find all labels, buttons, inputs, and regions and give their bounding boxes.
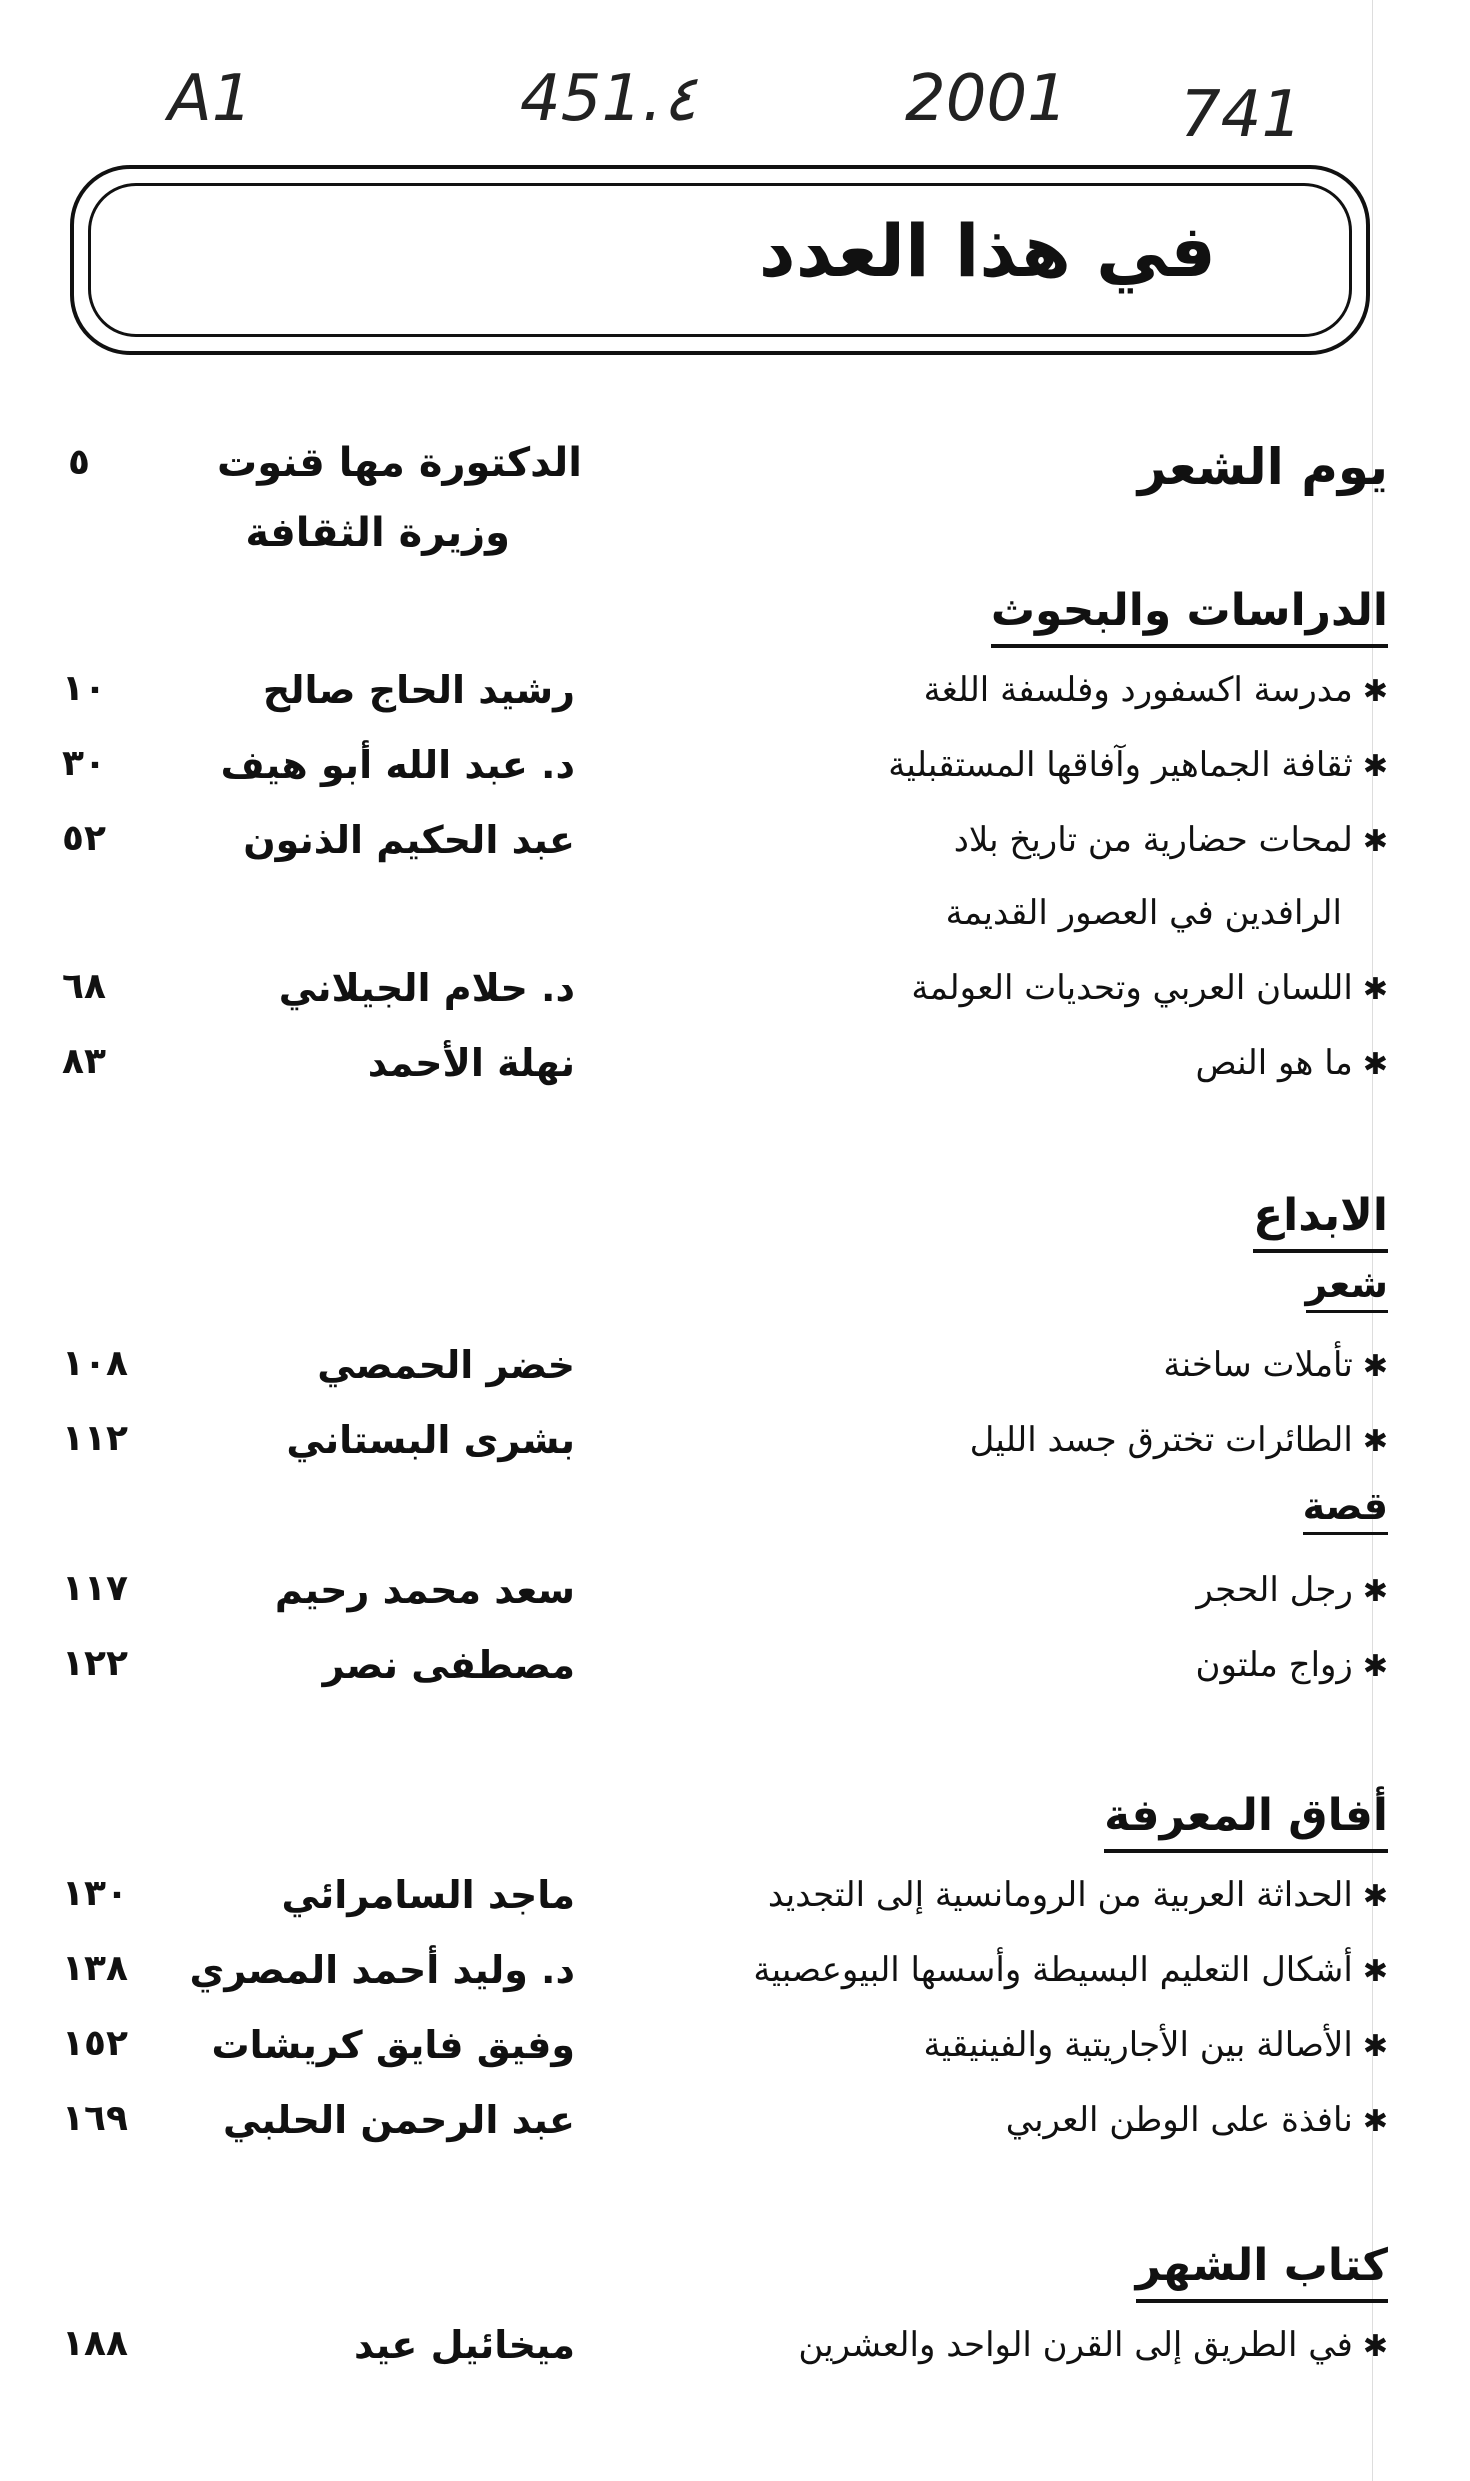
bullet-star-icon: ✱ [1362,972,1388,1007]
toc-entry-author: رشيد الحاج صالح [262,668,575,712]
toc-entry-title: ✱في الطريق إلى القرن الواحد والعشرين [798,2325,1388,2365]
toc-entry-author: نهلة الأحمد [367,1041,575,1085]
page-number: ٦٨ [62,966,106,1007]
toc-entry-title: ✱رجل الحجر [1196,1570,1388,1610]
toc-entry-author: سعد محمد رحيم [274,1568,575,1612]
bullet-star-icon: ✱ [1362,824,1388,859]
page-number: ١٦٩ [62,2098,128,2139]
toc-entry-title: ✱زواج ملتون [1195,1645,1388,1685]
intro-author-role: وزيرة الثقافة [245,510,510,556]
toc-entry-title: ✱ما هو النص [1195,1043,1388,1083]
title-banner [70,165,1370,355]
toc-entry-author: خضر الحمصي [317,1343,575,1387]
section-poetry-day: يوم الشعر [1137,438,1388,496]
toc-entry-title: ✱أشكال التعليم البسيطة وأسسها البيوعصبية [753,1950,1388,1990]
section-book-of-month: كتاب الشهر [1136,2240,1388,2303]
bullet-star-icon: ✱ [1362,2104,1388,2139]
toc-entry-title: ✱مدرسة اكسفورد وفلسفة اللغة [923,670,1388,710]
toc-entry-author: د. وليد أحمد المصري [189,1948,575,1992]
page-number: ١٢٢ [62,1643,128,1684]
toc-entry-author: بشرى البستاني [286,1418,575,1462]
bullet-star-icon: ✱ [1362,674,1388,709]
toc-entry-author: عبد الرحمن الحلبي [222,2098,575,2142]
toc-entry-author: عبد الحكيم الذنون [243,818,575,862]
toc-entry-title: ✱نافذة على الوطن العربي [1005,2100,1388,2140]
page-number: ٨٣ [62,1041,106,1082]
page-number: ١٣٨ [62,1948,128,1989]
intro-author: الدكتورة مها قنوت [217,440,582,486]
page-number: ٥٢ [62,818,106,859]
handwritten-mark-4: 741 [1180,78,1303,152]
bullet-star-icon: ✱ [1362,1574,1388,1609]
page-number: ٥ [68,442,90,483]
page-number: ١٨٨ [62,2323,128,2364]
bullet-star-icon: ✱ [1362,1649,1388,1684]
toc-entry-title: ✱تأملات ساخنة [1163,1345,1388,1385]
toc-entry-title: ✱ثقافة الجماهير وآفاقها المستقبلية [888,745,1388,785]
toc-entry-title: ✱الأصالة بين الأجاريتية والفينيقية [923,2025,1388,2065]
bullet-star-icon: ✱ [1362,1954,1388,1989]
section-creativity: الابداع [1253,1190,1388,1253]
toc-entry-title: ✱الحداثة العربية من الرومانسية إلى التجديد [767,1875,1388,1915]
handwritten-mark-2: 451.٤ [520,62,697,136]
bullet-star-icon: ✱ [1362,749,1388,784]
section-studies: الدراسات والبحوث [991,585,1388,648]
bullet-star-icon: ✱ [1362,1349,1388,1384]
page-number: ١٠٨ [62,1343,128,1384]
bullet-star-icon: ✱ [1362,2029,1388,2064]
subsection-poetry: شعر [1306,1262,1388,1313]
bullet-star-icon: ✱ [1362,1879,1388,1914]
handwritten-mark-1: A1 [168,62,253,136]
toc-entry-title: ✱الطائرات تخترق جسد الليل [969,1420,1388,1460]
toc-entry-title: ✱لمحات حضارية من تاريخ بلاد [953,820,1388,860]
page-number: ١٥٢ [62,2023,128,2064]
bullet-star-icon: ✱ [1362,1047,1388,1082]
toc-entry-author: ماجد السامرائي [281,1873,575,1917]
toc-entry-author: د. عبد الله أبو هيف [220,743,575,787]
bullet-star-icon: ✱ [1362,2329,1388,2364]
page-number: ٣٠ [62,743,106,784]
toc-entry-author: ميخائيل عيد [353,2323,575,2367]
toc-entry-author: د. حلام الجيلاني [278,966,575,1010]
page-number: ١٠ [62,668,106,709]
page-number: ١١٧ [62,1568,128,1609]
toc-entry-author: وفيق فايق كريشات [211,2023,575,2067]
page-number: ١١٢ [62,1418,128,1459]
page-title: في هذا العدد [758,209,1216,293]
bullet-star-icon: ✱ [1362,1424,1388,1459]
section-knowledge: أفاق المعرفة [1104,1790,1388,1853]
handwritten-mark-3: 2001 [905,62,1068,136]
toc-entry-title: ✱اللسان العربي وتحديات العولمة [911,968,1388,1008]
toc-entry-author: مصطفى نصر [322,1643,575,1687]
toc-entry-title-continued: الرافدين في العصور القديمة [945,893,1342,933]
subsection-story: قصة [1303,1484,1388,1535]
page-number: ١٣٠ [62,1873,128,1914]
